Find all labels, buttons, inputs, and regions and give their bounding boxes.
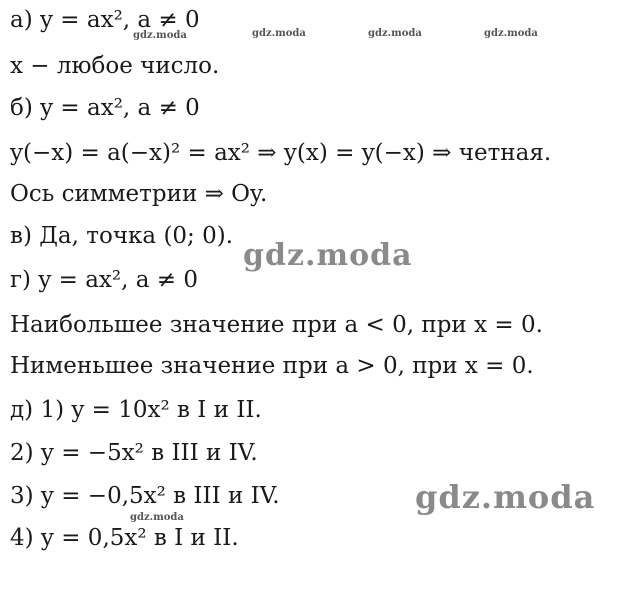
line-min-value: Нименьшее значение при a > 0, при x = 0. — [10, 353, 534, 379]
line-g-function: г) y = ax², a ≠ 0 — [10, 267, 198, 293]
watermark-small: gdz.moda — [484, 28, 538, 39]
line-d2: 2) y = −5x² в III и IV. — [10, 440, 258, 466]
watermark-small: gdz.moda — [133, 30, 187, 41]
watermark-big: gdz.moda — [243, 238, 413, 273]
line-d4: 4) y = 0,5x² в I и II. — [10, 525, 239, 551]
line-v-point: в) Да, точка (0; 0). — [10, 223, 234, 249]
line-a-function: а) y = ax², a ≠ 0 — [10, 7, 200, 33]
watermark-small: gdz.moda — [252, 28, 306, 39]
line-max-value: Наибольшее значение при a < 0, при x = 0. — [10, 312, 543, 338]
line-even-function-proof: y(−x) = a(−x)² = ax² ⇒ y(x) = y(−x) ⇒ четная. — [10, 140, 552, 166]
line-b-function: б) y = ax², a ≠ 0 — [10, 95, 200, 121]
watermark-small: gdz.moda — [130, 512, 184, 523]
line-d3: 3) y = −0,5x² в III и IV. — [10, 483, 280, 509]
line-symmetry-axis: Ось симметрии ⇒ Oy. — [10, 181, 268, 207]
watermark-big: gdz.moda — [415, 478, 596, 516]
line-d1: д) 1) y = 10x² в I и II. — [10, 397, 262, 423]
line-x-any-number: x − любое число. — [10, 53, 220, 79]
watermark-small: gdz.moda — [368, 28, 422, 39]
